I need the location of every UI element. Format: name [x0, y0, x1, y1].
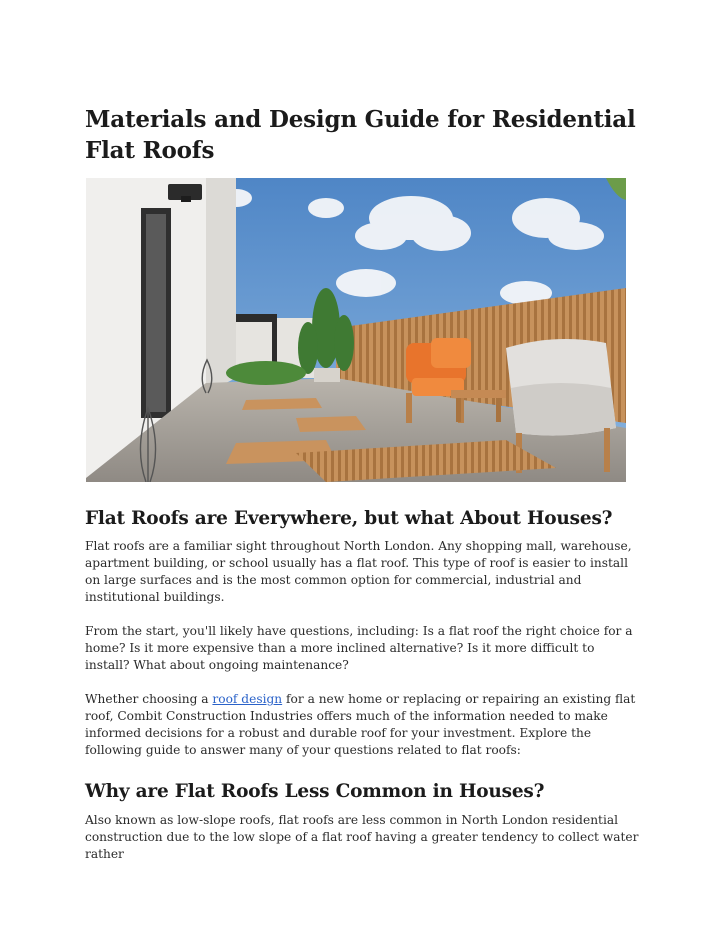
paragraph-intro: Flat roofs are a familiar sight throughout North London. Any shopping mall, warehouse, apartment building, or school usually has a flat roof. This type of roof is easier to install on large surfaces and is the most common option for commercial, industrial and institutional buildings.: [85, 539, 632, 604]
paragraph-questions: From the start, you'll likely have questions, including: Is a flat roof the right choice for a home? Is it more expensive than a more inclined alternative? Is it more difficult to install? What about ongoing maintenance?: [85, 624, 633, 672]
paragraph-low-slope: Also known as low-slope roofs, flat roofs are less common in North London residential construction due to the low slope of a flat roof having a greater tendency to collect water rather: [85, 813, 639, 861]
page-title: Materials and Design Guide for Residential Flat Roofs: [85, 106, 636, 164]
paragraph-guide-text-before: Whether choosing a: [85, 692, 213, 706]
section-heading-flat-roofs-everywhere: Flat Roofs are Everywhere, but what About Houses?: [85, 508, 613, 529]
paragraph-guide-text-after: for a new home or replacing or repairing an existing flat roof, Combit Construction Industries offers much of the information needed to make informed decisions for a robust and durable roof for your investment. Explore the following guide to answer many of your questions related to flat roofs:: [85, 692, 636, 757]
section-heading-less-common: Why are Flat Roofs Less Common in Houses?: [85, 781, 545, 802]
paragraph-guide: [85, 691, 641, 759]
roof-design-link[interactable]: roof design: [212, 692, 283, 706]
rooftop-terrace-image: [86, 178, 626, 482]
